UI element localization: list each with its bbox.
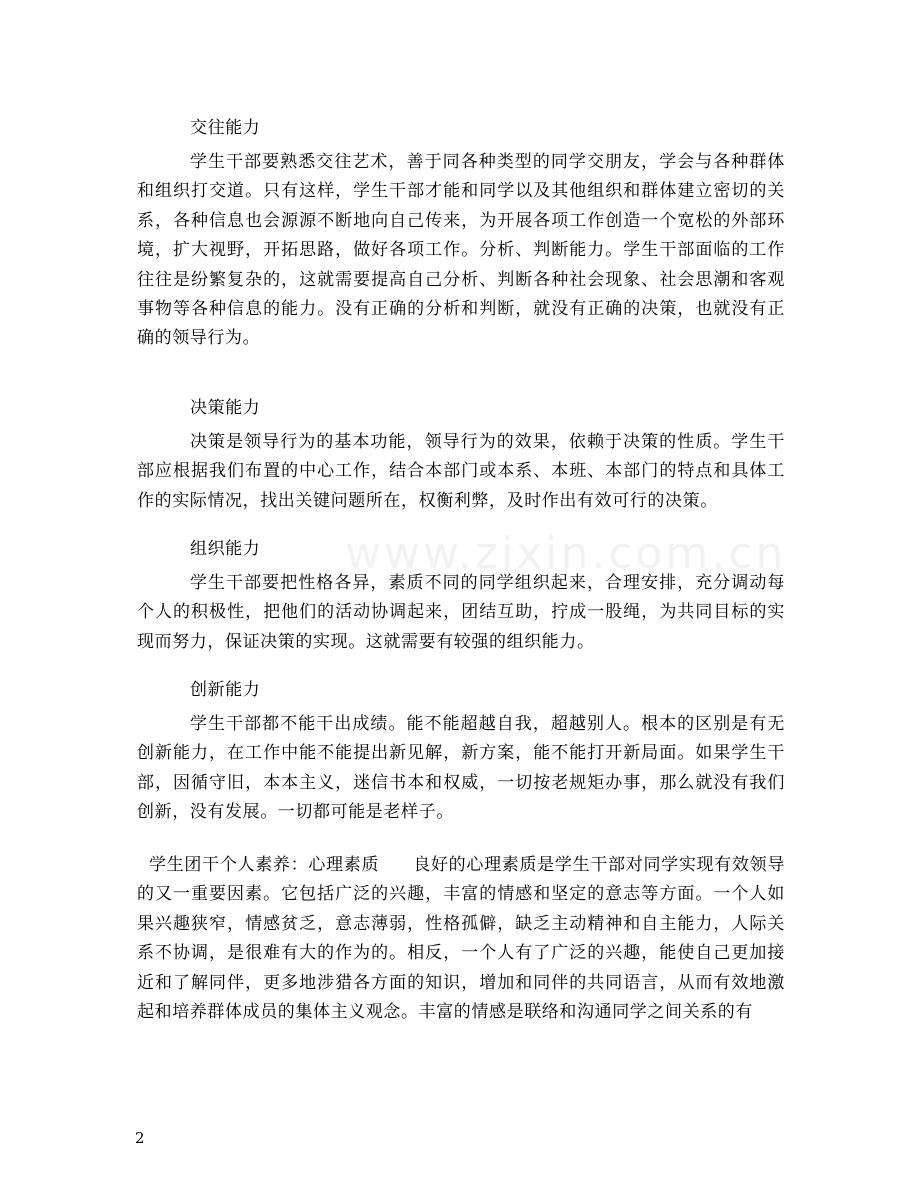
section-heading-decision: 决策能力 (190, 398, 261, 418)
section-body-organization: 学生干部要把性格各异，素质不同的同学组织起来，合理安排，充分调动每个人的积极性，把他们的活动协调起来，团结互助，拧成一股绳，为共同目标的实现而努力，保证决策的实现。这就需要有较强的组织能力。 (137, 573, 785, 652)
section-body-communication: 学生干部要熟悉交往艺术，善于同各种类型的同学交朋友，学会与各种群体和组织打交道。只有这样，学生干部才能和同学以及其他组织和群体建立密切的关系，各种信息也会源源不断地向自己传来，为开展各项工作创造一个宽松的外部环境，扩大视野，开拓思路，做好各项工作。分析、判断能力。学生干部面临的工作往往是纷繁复杂的，这就需要提高自己分析、判断各种社会现象、社会思潮和客观事物等各种信息的能力。没有正确的分析和判断，就没有正确的决策，也就没有正确的领导行为。 (137, 152, 785, 349)
psychology-lead: 学生团干个人素养：心理素质 (149, 855, 380, 875)
watermark: www.zixin.com.cn (345, 528, 787, 579)
section-body-innovation: 学生干部都不能干出成绩。能不能超越自我，超越别人。根本的区别是有无创新能力，在工作中能不能提出新见解，新方案，能不能打开新局面。如果学生干部，因循守旧，本本主义，迷信书本和权威，一切按老规矩办事，那么就没有我们创新，没有发展。一切都可能是老样子。 (137, 714, 785, 823)
section-heading-communication: 交往能力 (190, 118, 261, 138)
section-heading-organization: 组织能力 (190, 539, 261, 559)
section-heading-innovation: 创新能力 (190, 680, 261, 700)
page-number: 2 (135, 1129, 145, 1147)
psychology-paragraph (137, 851, 785, 1027)
section-body-decision: 决策是领导行为的基本功能，领导行为的效果，依赖于决策的性质。学生干部应根据我们布置的中心工作，结合本部门或本系、本班、本部门的特点和具体工作的实际情况，找出关键问题所在，权衡利弊，及时作出有效可行的决策。 (137, 432, 785, 511)
psychology-body: 良好的心理素质是学生干部对同学实现有效领导的又一重要因素。它包括广泛的兴趣，丰富的情感和坚定的意志等方面。一个人如果兴趣狭窄，情感贫乏，意志薄弱，性格孤僻，缺乏主动精神和自主能力，人际关系不协调，是很难有大的作为的。相反，一个人有了广泛的兴趣，能使自己更加接近和了解同伴，更多地涉猎各方面的知识，增加和同伴的共同语言，从而有效地激起和培养群体成员的集体主义观念。丰富的情感是联络和沟通同学之间关系的有 (137, 855, 785, 1023)
